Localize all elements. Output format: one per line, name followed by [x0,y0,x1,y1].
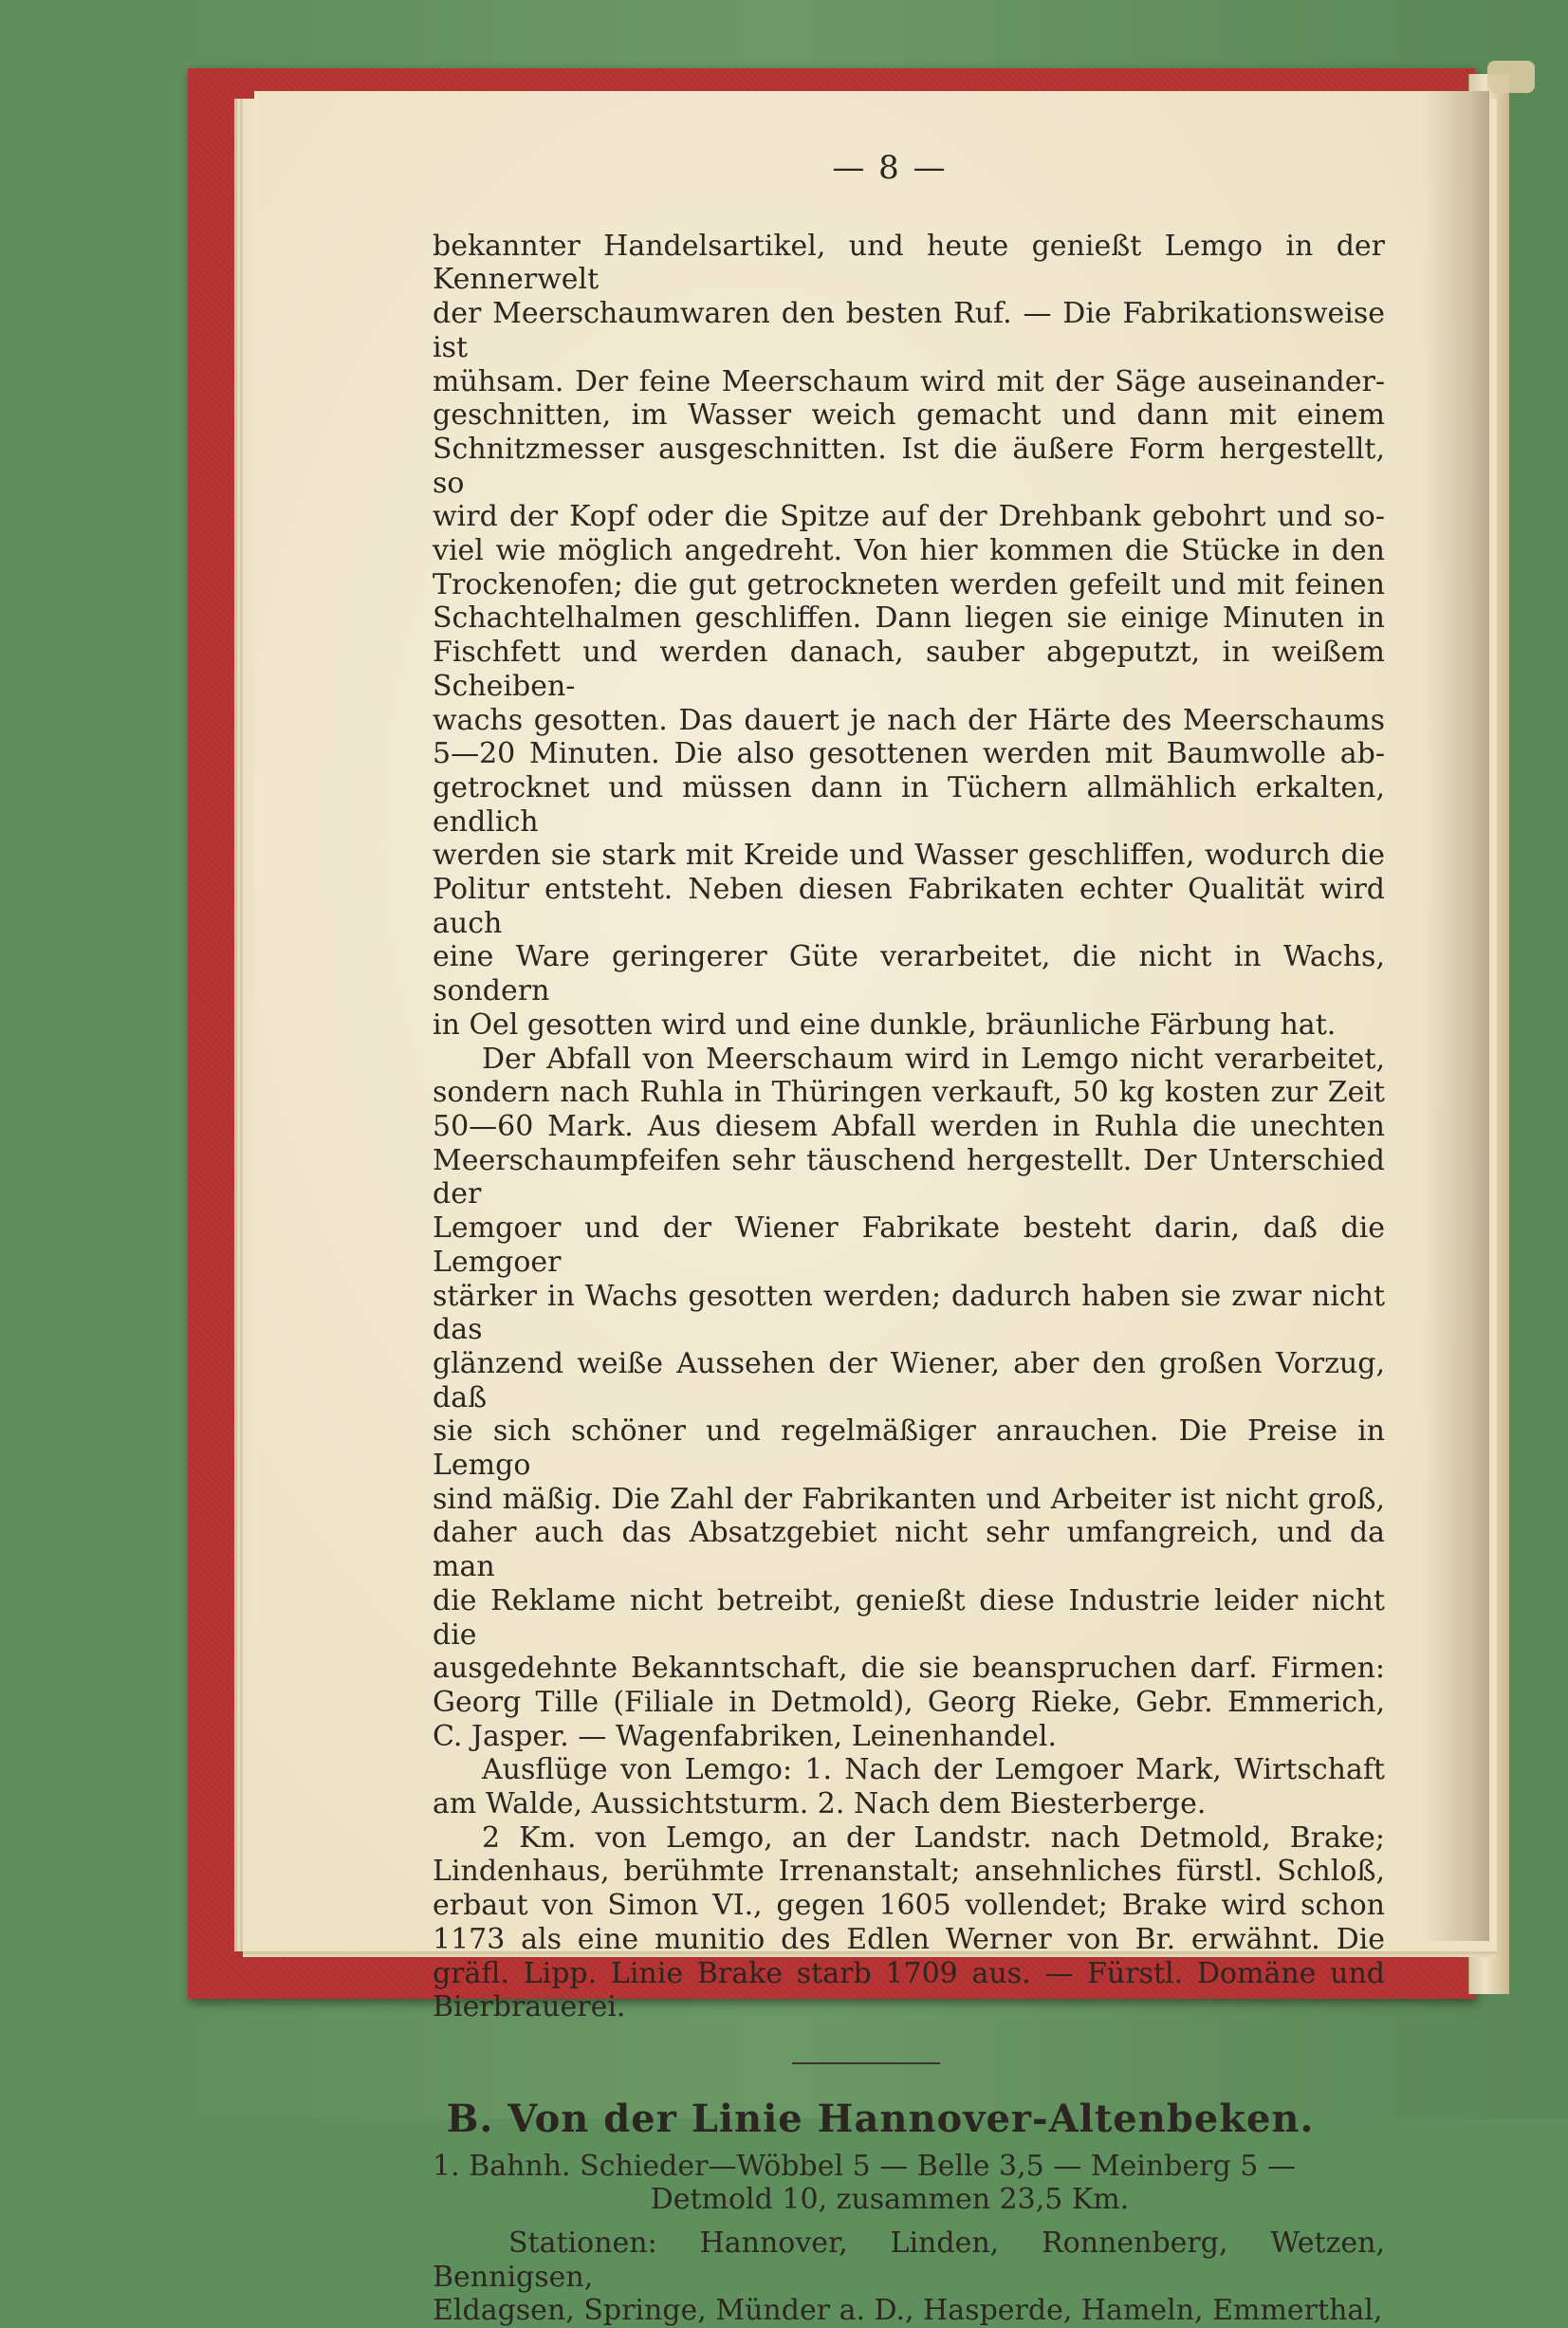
text-line: Lemgoer und der Wiener Fabrikate besteht darin, daß die Lemgoer [433,1211,1385,1279]
text-line: daher auch das Absatzgebiet nicht sehr umfangreich, und da man [433,1516,1385,1584]
text-line: Fischfett und werden danach, sauber abgeputzt, in weißem Scheiben- [433,636,1385,703]
text-line: 50—60 Mark. Aus diesem Abfall werden in Ruhla die unechten [433,1109,1385,1143]
text-line: geschnitten, im Wasser weich gemacht und dann mit einem [433,398,1385,433]
stations-list [433,2226,1385,2328]
paragraph-excursions [433,1753,1385,1820]
text-line: viel wie möglich angedreht. Von hier kommen die Stücke in den [433,534,1385,568]
page-number: — 8 — [832,149,948,187]
text-line: stärker in Wachs gesotten werden; dadurch haben sie zwar nicht das [433,1279,1385,1347]
text-line: glänzend weiße Aussehen der Wiener, aber den großen Vorzug, daß [433,1346,1385,1414]
paragraph-meerschaum-process [433,230,1385,1043]
stations-line-1: Stationen: Hannover, Linden, Ronnenberg, Wetzen, Bennigsen, [433,2226,1385,2294]
binding-thread [1487,61,1535,93]
text-line: sondern nach Ruhla in Thüringen verkauft, 50 kg kosten zur Zeit [433,1076,1385,1110]
text-line: Meerschaumpfeifen sehr täuschend hergestellt. Der Unterschied der [433,1143,1385,1211]
text-line: wachs gesotten. Das dauert je nach der Härte des Meerschaums [433,703,1385,737]
text-line: Schachtelhalmen geschliffen. Dann liegen sie einige Minuten in [433,601,1385,636]
route-line-1: 1. Bahnh. Schieder—Wöbbel 5 — Belle 3,5 — Meinberg 5 — [433,2149,1296,2183]
paragraph-brake [433,1821,1385,2024]
page-text [433,149,1385,2328]
text-line: 5—20 Minuten. Die also gesottenen werden mit Baumwolle ab- [433,737,1385,771]
route-line-2: Detmold 10, zusammen 23,5 Km. [650,2183,1130,2217]
text-line: werden sie stark mit Kreide und Wasser geschliffen, wodurch die [433,839,1385,873]
text-line: am Walde, Aussichtsturm. 2. Nach dem Biesterberge. [433,1787,1207,1821]
text-line: C. Jasper. — Wagenfabriken, Leinenhandel. [433,1719,1058,1753]
text-line: Trockenofen; die gut getrockneten werden gefeilt und mit feinen [433,567,1385,601]
text-line: bekannter Handelsartikel, und heute genießt Lemgo in der Kennerwelt [433,229,1385,297]
text-line: die Reklame nicht betreibt, genießt diese Industrie leider nicht die [433,1583,1385,1652]
text-line: Lindenhaus, berühmte Irrenanstalt; ansehnliches fürstl. Schloß, [433,1855,1385,1889]
text-line: Schnitzmesser ausgeschnitten. Ist die äußere Form hergestellt, so [433,432,1385,500]
text-line: erbaut von Simon VI., gegen 1605 vollendet; Brake wird schon [433,1889,1385,1923]
text-line: sie sich schöner und regelmäßiger anrauchen. Die Preise in Lemgo [433,1414,1385,1483]
stations-line-2: Eldagsen, Springe, Münder a. D., Hasperde, Hameln, Emmerthal, [433,2294,1383,2328]
route-description [433,2150,1385,2217]
text-line: Georg Tille (Filiale in Detmold), Georg Rieke, Gebr. Emmerich, [433,1685,1385,1719]
text-line: getrocknet und müssen dann in Tüchern allmählich erkalten, endlich [433,770,1385,839]
text-line: ausgedehnte Bekanntschaft, die sie beanspruchen darf. Firmen: [433,1652,1385,1686]
text-line: mühsam. Der feine Meerschaum wird mit der Säge auseinander- [433,364,1385,398]
section-heading: B. Von der Linie Hannover-Altenbeken. [446,2096,1315,2141]
text-line: Bierbrauerei. [433,1990,626,2024]
text-line: Ausflüge von Lemgo: 1. Nach der Lemgoer Mark, Wirtschaft [482,1753,1385,1787]
text-line: Der Abfall von Meerschaum wird in Lemgo nicht verarbeitet, [482,1042,1385,1076]
text-line: 1173 als eine munitio des Edlen Werner von Br. erwähnt. Die [433,1922,1385,1956]
section-divider [792,2062,940,2064]
text-line: 2 Km. von Lemgo, an der Landstr. nach Detmold, Brake; [482,1820,1385,1855]
text-line: in Oel gesotten wird und eine dunkle, bräunliche Färbung hat. [433,1007,1337,1042]
text-line: der Meerschaumwaren den besten Ruf. — Die Fabrikationsweise ist [433,297,1385,364]
text-line: wird der Kopf oder die Spitze auf der Drehbank gebohrt und so- [433,500,1385,534]
text-line: eine Ware geringerer Güte verarbeitet, die nicht in Wachs, sondern [433,940,1385,1008]
page-gutter-shadow [1423,91,1489,1941]
paragraph-meerschaum-waste [433,1043,1385,1754]
text-line: gräfl. Lipp. Linie Brake starb 1709 aus. — Fürstl. Domäne und [433,1956,1385,1990]
text-line: sind mäßig. Die Zahl der Fabrikanten und Arbeiter ist nicht groß, [433,1482,1385,1516]
text-line: Politur entsteht. Neben diesen Fabrikaten echter Qualität wird auch [433,873,1385,940]
